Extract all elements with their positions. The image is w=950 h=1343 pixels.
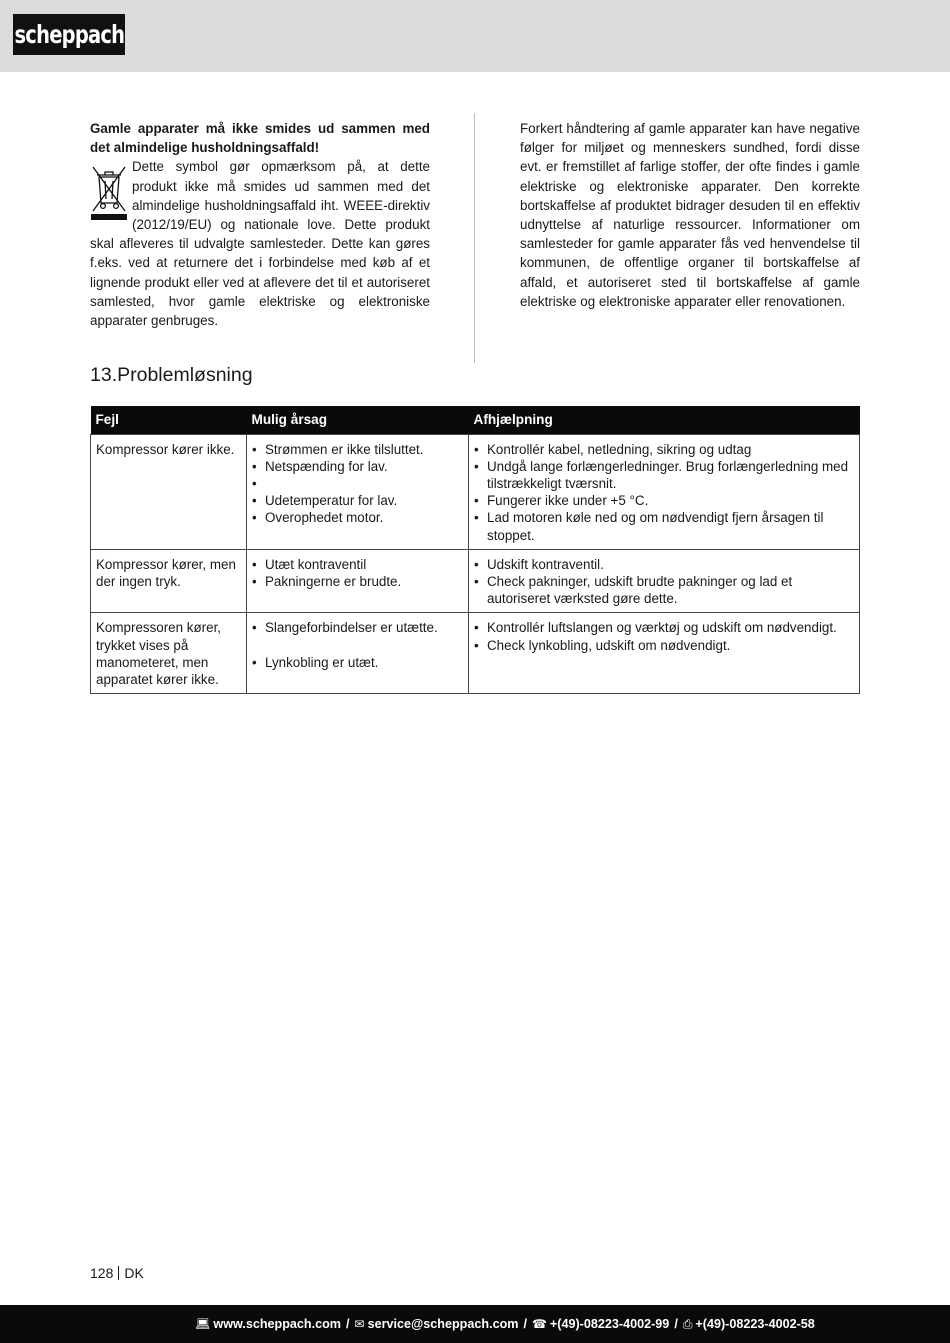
footer-email[interactable]: service@scheppach.com [367, 1317, 519, 1331]
header-remedy: Afhjælpning [469, 406, 860, 434]
cause-item [252, 475, 464, 492]
footer-bar: 💻︎ www.scheppach.com / ✉︎ service@scheppach.com / ☎︎ +(49)-08223-4002-99 / ⎙ +(49)-08223-4002-58 [0, 1305, 950, 1343]
remedy-item: • Udskift kontraventil. [474, 556, 855, 573]
right-column [520, 119, 860, 311]
disposal-body: Dette symbol gør opmærksom på, at dette produkt ikke må smides ud sammen med det almindelige husholdningsaffald iht. WEEE-direktiv (2012/19/EU) og nationale love. Dette produkt skal afleveres til udvalgte samlesteder. Dette kan gøres f.eks. ved at returnere det i forbindelse med køb af et lignende produkt eller ved at aflevere det til et autoriseret samlested, hvor gamle elektriske og elektroniske apparater genbruges. [90, 159, 430, 329]
cause-item: • Lynkobling er utæt. [252, 654, 464, 671]
table-row [91, 549, 860, 613]
cause-item: • Netspænding for lav. [252, 458, 464, 475]
table-row [91, 613, 860, 694]
fault-cell: Kompressor kører, men der ingen tryk. [91, 549, 247, 613]
cause-cell [247, 549, 469, 613]
page-number [90, 1265, 144, 1281]
footer-fax[interactable]: +(49)-08223-4002-58 [695, 1317, 815, 1331]
cause-item: • Slangeforbindelser er utætte. [252, 619, 464, 636]
cause-item: • Overophedet motor. [252, 509, 464, 526]
cause-item: • Udetemperatur for lav. [252, 492, 464, 509]
remedy-item: • Fungerer ikke under +5 °C. [474, 492, 855, 509]
remedy-item: • Lad motoren køle ned og om nødvendigt fjern årsagen til stoppet. [474, 509, 855, 543]
footer-phone[interactable]: +(49)-08223-4002-99 [549, 1317, 670, 1331]
remedy-item: • Undgå lange forlængerledninger. Brug forlængerledning med tilstrækkeligt tværsnit. [474, 458, 855, 492]
fault-cell: Kompressor kører ikke. [91, 434, 247, 549]
header-bar [0, 0, 950, 72]
page-language: DK [124, 1265, 144, 1281]
left-column [90, 119, 430, 330]
brand-logo[interactable]: scheppach [13, 14, 125, 55]
table-row [91, 434, 860, 549]
table-header-row [91, 406, 860, 434]
section-heading: Problemløsning [117, 364, 253, 386]
section-title [90, 364, 253, 387]
mail-icon: ✉︎ [354, 1317, 365, 1331]
remedy-cell [469, 434, 860, 549]
computer-icon: 💻︎ [195, 1317, 211, 1331]
cause-cell [247, 434, 469, 549]
troubleshooting-table [90, 406, 860, 694]
fax-icon: ⎙ [682, 1316, 693, 1331]
column-divider [474, 113, 475, 363]
header-cause: Mulig årsag [247, 406, 469, 434]
remedy-cell [469, 613, 860, 694]
cause-item: • Strømmen er ikke tilsluttet. [252, 441, 464, 458]
footer-website[interactable]: www.scheppach.com [213, 1317, 342, 1331]
disposal-info: Forkert håndtering af gamle apparater kan have negative følger for miljøet og menneskers sundhed, fordi disse evt. er fremstillet af farlige stoffer, der ofte findes i gamle elektriske og elektroniske apparater. Den korrekte bortskaffelse af produktet bidrager desuden til en effektiv udnyttelse af naturlige ressourcer. Informationer om samlesteder for gamle apparater fås ved henvendelse til kommunen, de offentlige organer til bortskaffelse af affald, et autoriseret sted til bortskaffelse af gamle elektriske og elektroniske apparater eller renovationen. [520, 121, 860, 309]
page-number-value: 128 [90, 1265, 114, 1281]
cause-cell [247, 613, 469, 694]
header-fault: Fejl [91, 406, 247, 434]
phone-icon: ☎︎ [531, 1317, 547, 1331]
cause-item: • Utæt kontraventil [252, 556, 464, 573]
remedy-item: • Check lynkobling, udskift om nødvendigt. [474, 637, 855, 654]
remedy-cell [469, 549, 860, 613]
remedy-item: • Check pakninger, udskift brudte pakninger og lad et autoriseret værksted gøre dette. [474, 573, 855, 607]
cause-item: • Pakningerne er brudte. [252, 573, 464, 590]
remedy-item: • Kontrollér kabel, netledning, sikring og udtag [474, 441, 855, 458]
fault-cell: Kompressoren kører, trykket vises på manometeret, men apparatet kører ikke. [91, 613, 247, 694]
section-number: 13. [90, 364, 118, 386]
disposal-heading: Gamle apparater må ikke smides ud sammen med det almindelige husholdningsaffald! [90, 121, 430, 156]
crossed-out-wheelie-bin-icon [90, 159, 128, 221]
remedy-item: • Kontrollér luftslangen og værktøj og udskift om nødvendigt. [474, 619, 855, 636]
